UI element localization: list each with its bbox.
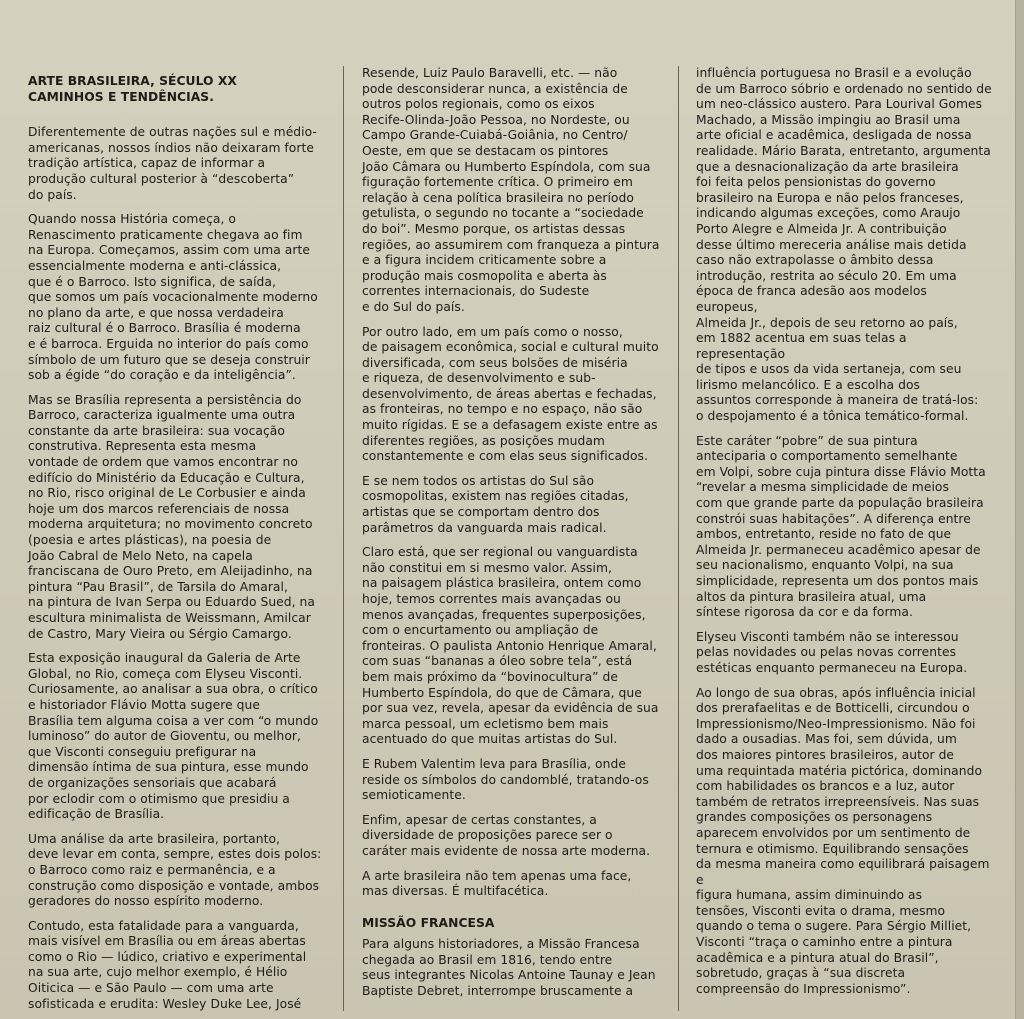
column-divider [343,66,344,1011]
sleeve-edge [1015,0,1024,1019]
paragraph: Por outro lado, em um país como o nosso, de paisagem econômica, social e cultural muito diversificada, com seus bolsões de miséria e riqueza, de desenvolvimento e sub- desenvolvimento, de áreas abertas e fechadas, as fronteiras, no tempo e no espaço, não são muito rígidas. E se a defasagem existe entre as diferentes regiões, as posições mudam constantemente e com elas seus significados. [362,324,659,464]
paragraph: Resende, Luiz Paulo Baravelli, etc. — não pode desconsiderar nunca, a existência de outros polos regionais, como os eixos Recife-Olinda-João Pessoa, no Nordeste, ou Campo Grande-Cuiabá-Goiânia, no Centro/ Oeste, em que se destacam os pintores João Câmara ou Humberto Espíndola, com sua figuração fortemente crítica. O primeiro em relação à cena política brasileira no período getulista, o segundo no tocante a “sociedade do boi”. Mesmo porque, os artistas dessas regiões, ao assumirem com franqueza a pintura e a figura incidem criticamente sobre a produção mais cosmopolita e aberta às correntes internacionais, do Sudeste e do Sul do país. [362,66,660,314]
paragraph: Diferentemente de outras nações sul e médio- americanas, nossos índios não deixaram forte tradição artística, capaz de informar a produção cultural posterior à “descoberta” do país. [28,125,317,202]
paragraph: Para alguns historiadores, a Missão Francesa chegada ao Brasil em 1816, tendo entre seus integrantes Nicolas Antoine Taunay e Jean Baptiste Debret, interrompe bruscamente a [362,937,656,999]
column-divider [678,66,679,1011]
paragraph: Enfim, apesar de certas constantes, a diversidade de proposições parece ser o caráter mais evidente de nossa arte moderna. [362,812,651,858]
paragraph: Mas se Brasília representa a persistência do Barroco, caracteriza igualmente uma outra constante da arte brasileira: sua vocação construtiva. Representa esta mesma vontade de ordem que vamos encontrar no edifício do Ministério da Educação e Cultura, no Rio, risco original de Le Corbusier e ainda hoje um dos marcos referenciais de nossa moderna arquitetura; no movimento concreto (poesia e artes plásticas), na poesia de João Cabral de Melo Neto, na capela franciscana de Ouro Preto, em Aleijadinho, na pintura “Pau Brasil”, de Tarsila do Amaral, na pintura de Ivan Serpa ou Eduardo Sued, na escultura minimalista de Weissmann, Amilcar de Castro, Mary Vieira ou Sérgio Camargo. [28,392,315,641]
paragraph: A arte brasileira não tem apenas uma face, mas diversas. É multifacética. [362,868,632,899]
paragraph: Ao longo de sua obras, após influência inicial dos prerafaelitas e de Botticelli, circundou o Impressionismo/Neo-Impressionismo. Não foi dado a ousadias. Mas foi, sem dúvida, um dos maiores pintores brasileiros, autor de uma requintada matéria pictórica, dominando com habilidades os brancos e a luz, autor também de retratos irrepreensíveis. Nas suas grandes composições os personagens aparecem envolvidos por um sentimento de ternura e otimismo. Equilibrando sensações da mesma maneira como equilibrará paisagem e figura humana, assim diminuindo as tensões, Visconti evita o drama, mesmo quando o tema o sugere. Para Sérgio Milliet, Visconti “traça o caminho entre a pintura acadêmica e a pintura atual do Brasil”, sobretudo, graças à “sua discreta compreensão do Impressionismo”. [696,685,990,996]
paragraph: Contudo, esta fatalidade para a vanguarda, mais visível em Brasília ou em áreas abertas como o Rio — lúdico, criativo e experimental na sua arte, cujo melhor exemplo, é Hélio Oiticica — e São Paulo — com uma arte sofisticada e erudita: Wesley Duke Lee, José [28,918,307,1011]
paragraph: Elyseu Visconti também não se interessou pelas novidades ou pelas novas correntes estéticas enquanto permaneceu na Europa. [696,629,968,675]
paragraph: Esta exposição inaugural da Galeria de Arte Global, no Rio, começa com Elyseu Visconti. Curiosamente, ao analisar a sua obra, o crítico e historiador Flávio Motta sugere que Brasília tem alguma coisa a ver com “o mundo luminoso” do autor de Gioventu, ou melhor, que Visconti conseguiu prefigurar na dimensão íntima de sua pintura, esse mundo de organizações sensoriais que acabará por eclodir com o otimismo que presidiu a edificação de Brasília. [28,651,319,822]
paragraph: Claro está, que ser regional ou vanguardista não constitui em si mesmo valor. Assim, na paisagem plástica brasileira, ontem como hoje, temos correntes mais avançadas ou menos avançadas, frequentes superposições, com o encurtamento ou ampliação de fronteiras. O paulista Antonio Henrique Amaral, com suas “bananas a óleo sobre tela”, está bem mais próximo da “bovinocultura” de Humberto Espíndola, do que de Câmara, que por sua vez, revela, apesar da evidência de sua marca pessoal, um ecletismo bem mais acentuado do que muitas artistas do Sul. [362,545,659,747]
title-line-2: CAMINHOS E TENDÊNCIAS. [28,89,214,104]
title-line-1: ARTE BRASILEIRA, SÉCULO XX [28,74,237,88]
section-heading: MISSÃO FRANCESA [362,915,495,930]
column-3 [696,66,992,1019]
column-1 [28,66,332,1019]
paragraph: Este caráter “pobre” de sua pintura anteciparia o comportamento semelhante em Volpi, sobre cuja pintura disse Flávio Motta “revelar a mesma simplicidade de meios com que grande parte da população brasileira constrói suas habitações”. A diferença entre ambos, entretanto, reside no fato de que Almeida Jr. permaneceu acadêmico apesar de seu nacionalismo, enquanto Volpi, na sua simplicidade, representa um dos pontos mais altos da pintura brasileira atual, uma síntese rigorosa da cor e da forma. [696,433,986,620]
paragraph: influência portuguesa no Brasil e a evolução de um Barroco sóbrio e ordenado no sentido de um neo-clássico austero. Para Lourival Gomes Machado, a Missão impingiu ao Brasil uma arte oficial e acadêmica, desligada de nossa realidade. Mário Barata, entretanto, argumenta que a desnacionalização da arte brasileira foi feita pelos pensionistas do governo brasileiro na Europa e não pelos franceses, indicando algumas exceções, como Araujo Porto Alegre e Almeida Jr. A contribuição desse último mereceria análise mais detida caso não extrapolasse o âmbito dessa introdução, restrita ao século 20. Em uma época de franca adesão aos modelos europeus, Almeida Jr., depois de seu retorno ao país, em 1882 acentua em suas telas a representação de tipos e usos da vida sertaneja, com seu lirismo melancólico. E a escolha dos assuntos corresponde à maneira de tratá-los: o despojamento é a tônica temático-formal. [696,66,992,424]
paragraph: E se nem todos os artistas do Sul são cosmopolitas, existem nas regiões citadas, artistas que se comportam dentro dos parâmetros da vanguarda mais radical. [362,473,629,535]
column-2 [362,66,666,1019]
paragraph: Uma análise da arte brasileira, portanto, deve levar em conta, sempre, estes dois polos: o Barroco como raiz e permanência, e a construção como disposição e vontade, ambos geradores do nosso espírito moderno. [28,831,322,909]
paragraph: E Rubem Valentim leva para Brasília, onde reside os símbolos do candomblé, tratando-os semioticamente. [362,756,649,803]
paragraph: Quando nossa História começa, o Renascimento praticamente chegava ao fim na Europa. Começamos, assim com uma arte essencialmente moderna e anti-clássica, que é o Barroco. Isto significa, de saída, que somos um país vocacionalmente moderno no plano da arte, e que nossa verdadeira raiz cultural é o Barroco. Brasília é moderna e é barroca. Erguida no interior do país como símbolo de um futuro que se deseja construir sob a égide “do coração e da inteligência”. [28,212,318,383]
page-title [28,74,332,105]
